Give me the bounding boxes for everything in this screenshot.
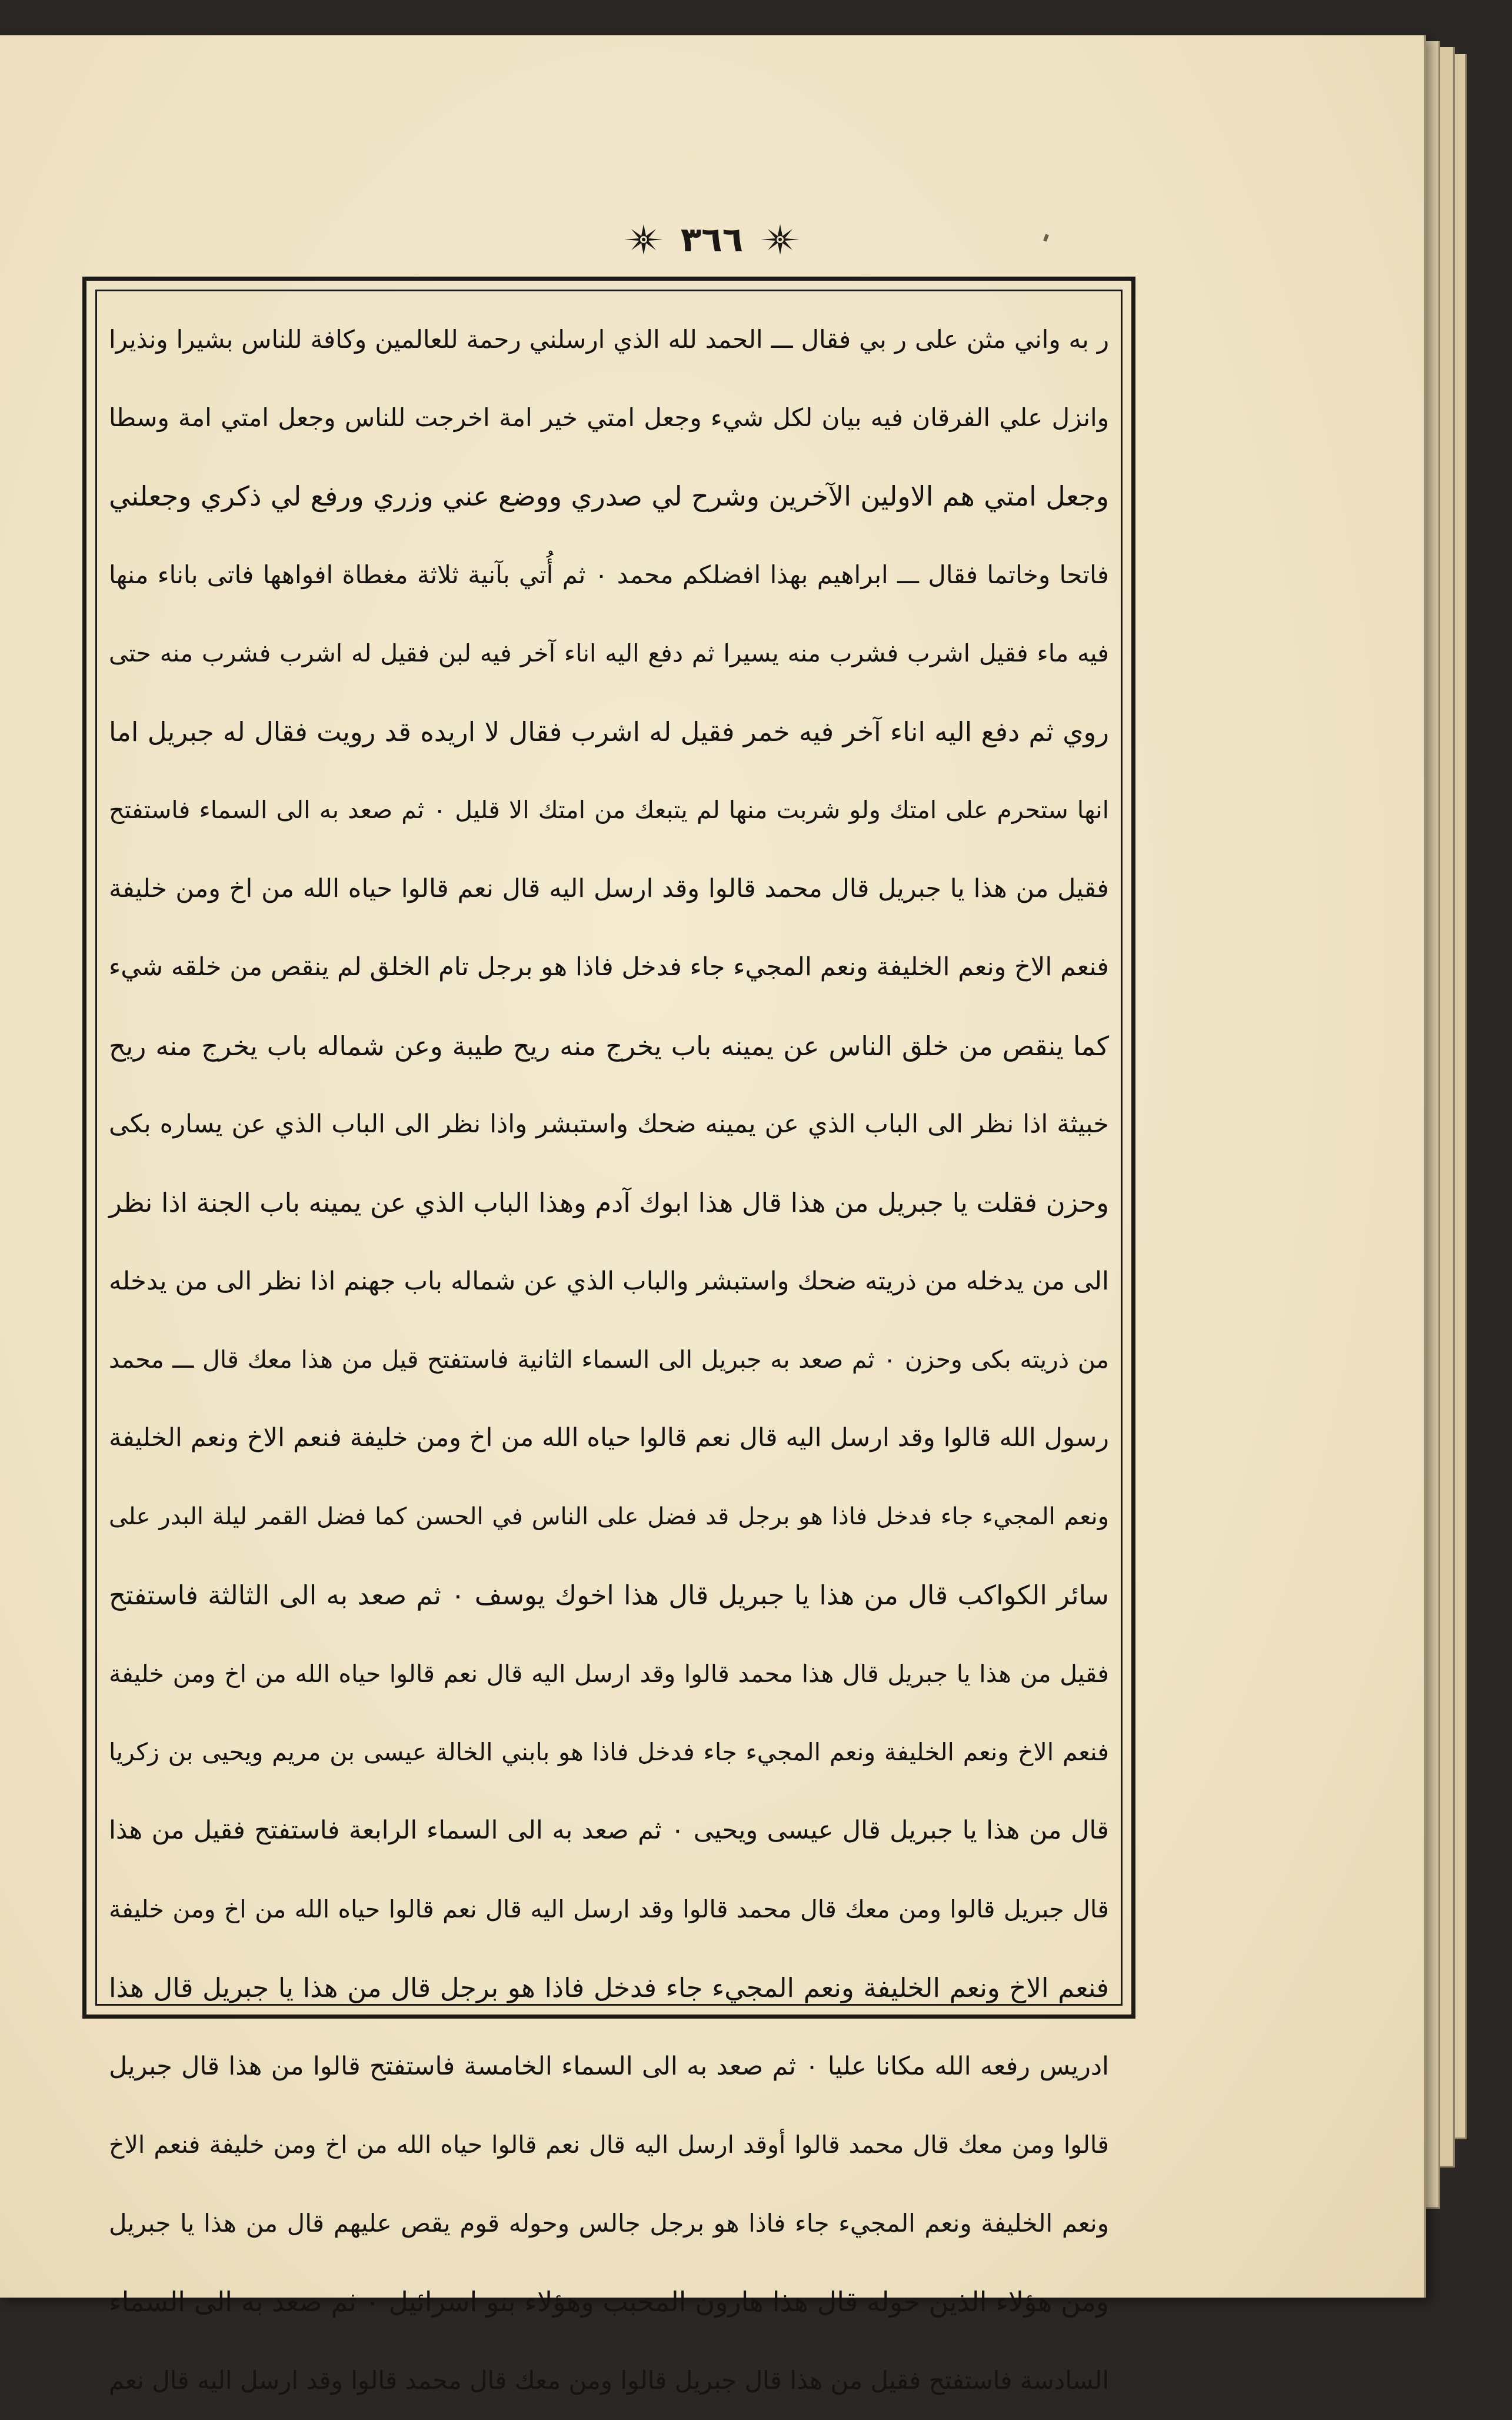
page-header [0, 213, 1424, 266]
star-flourish-icon [758, 222, 802, 257]
text-line: ومن هؤلاء الذين حوله قال هذا هارون المحبب وهؤلاء بنو اسرائيل ٠ ثم صعد به الى السماء [109, 2285, 1109, 2318]
text-line: فيه ماء فقيل اشرب فشرب منه يسيرا ثم دفع اليه اناء آخر فيه لبن فقيل له اشرب فشرب منه حتى [109, 639, 1109, 667]
text-line: سائر الكواكب قال من هذا يا جبريل قال هذا اخوك يوسف ٠ ثم صعد به الى الثالثة فاستفتح [109, 1580, 1109, 1611]
text-line: روي ثم دفع اليه اناء آخر فيه خمر فقيل له اشرب فقال لا اريده قد رويت فقال له جبريل اما [109, 716, 1109, 747]
text-line: خبيثة اذا نظر الى الباب الذي عن يمينه ضحك واستبشر واذا نظر الى الباب الذي عن يساره بكى [109, 1109, 1109, 1139]
text-line: السادسة فاستفتح فقيل من هذا قال جبريل قالوا ومن معك قال محمد قالوا وقد ارسل اليه قال نعم [109, 2366, 1109, 2395]
text-line: قال من هذا يا جبريل قال عيسى ويحيى ٠ ثم صعد به الى السماء الرابعة فاستفتح فقيل من هذا [109, 1816, 1109, 1846]
text-line: من ذريته بكى وحزن ٠ ثم صعد به جبريل الى السماء الثانية فاستفتح قيل من هذا معك قال ـــ محمد [109, 1345, 1109, 1374]
text-line: ر به واني مثن على ر بي فقال ـــ الحمد لله الذي ارسلني رحمة للعالمين وكافة للناس بشيرا ونذيرا [109, 325, 1109, 354]
text-line: قال جبريل قالوا ومن معك قال محمد قالوا وقد ارسل اليه قال نعم قالوا حياه الله من اخ ومن خليفة [109, 1894, 1109, 1923]
star-flourish-icon [622, 222, 665, 257]
text-line: الى من يدخله من ذريته ضحك واستبشر والباب الذي عن شماله باب جهنم اذا نظر الى من يدخله [109, 1266, 1109, 1296]
text-line: ادريس رفعه الله مكانا عليا ٠ ثم صعد به الى السماء الخامسة فاستفتح قالوا من هذا قال جبريل [109, 2051, 1109, 2081]
text-line: كما ينقص من خلق الناس عن يمينه باب يخرج منه ريح طيبة وعن شماله باب يخرج منه ريح [109, 1030, 1109, 1062]
text-line: فقيل من هذا يا جبريل قال هذا محمد قالوا وقد ارسل اليه قال نعم قالوا حياه الله من اخ ومن خليفة [109, 1659, 1109, 1688]
text-line: فنعم الاخ ونعم الخليفة ونعم المجيء جاء فدخل فاذا هو برجل قال من هذا يا جبريل قال هذا [109, 1972, 1109, 2004]
text-line: فقيل من هذا يا جبريل قال محمد قالوا وقد ارسل اليه قال نعم قالوا حياه الله من اخ ومن خليفة [109, 873, 1109, 903]
text-line: ونعم المجيء جاء فدخل فاذا هو برجل قد فضل على الناس في الحسن كما فضل القمر ليلة البدر على [109, 1502, 1109, 1530]
text-line: وجعل امتي هم الاولين الآخرين وشرح لي صدري ووضع عني وزري ورفع لي ذكري وجعلني [109, 480, 1109, 512]
text-line: انها ستحرم على امتك ولو شربت منها لم يتبعك من امتك الا قليل ٠ ثم صعد به الى السماء فاستفتح [109, 796, 1109, 825]
text-line: وانزل علي الفرقان فيه بيان لكل شيء وجعل امتي خير امة اخرجت للناس وجعل امتي امة وسطا [109, 403, 1109, 433]
text-line: وحزن فقلت يا جبريل من هذا قال هذا ابوك آدم وهذا الباب الذي عن يمينه باب الجنة اذا نظر [109, 1187, 1109, 1219]
page-number: ٣٦٦ [680, 220, 744, 260]
text-line: فنعم الاخ ونعم الخليفة ونعم المجيء جاء فدخل فاذا هو برجل تام الخلق لم ينقص من خلقه شيء [109, 952, 1109, 982]
body-text [103, 300, 1115, 2395]
text-line: ونعم الخليفة ونعم المجيء جاء فاذا هو برجل جالس وحوله قوم يقص عليهم قال من هذا يا جبريل [109, 2209, 1109, 2238]
text-line: فاتحا وخاتما فقال ـــ ابراهيم بهذا افضلكم محمد ٠ ثم أُتي بآنية ثلاثة مغطاة افواهها فاتى باناء منها [109, 560, 1109, 590]
text-line: رسول الله قالوا وقد ارسل اليه قال نعم قالوا حياه الله من اخ ومن خليفة فنعم الاخ ونعم الخليفة [109, 1423, 1109, 1453]
text-line: فنعم الاخ ونعم الخليفة ونعم المجيء جاء فدخل فاذا هو بابني الخالة عيسى بن مريم ويحيى بن زكريا [109, 1738, 1109, 1767]
text-line: قالوا ومن معك قال محمد قالوا أوقد ارسل اليه قال نعم قالوا حياه الله من اخ ومن خليفة فنعم الاخ [109, 2130, 1109, 2159]
